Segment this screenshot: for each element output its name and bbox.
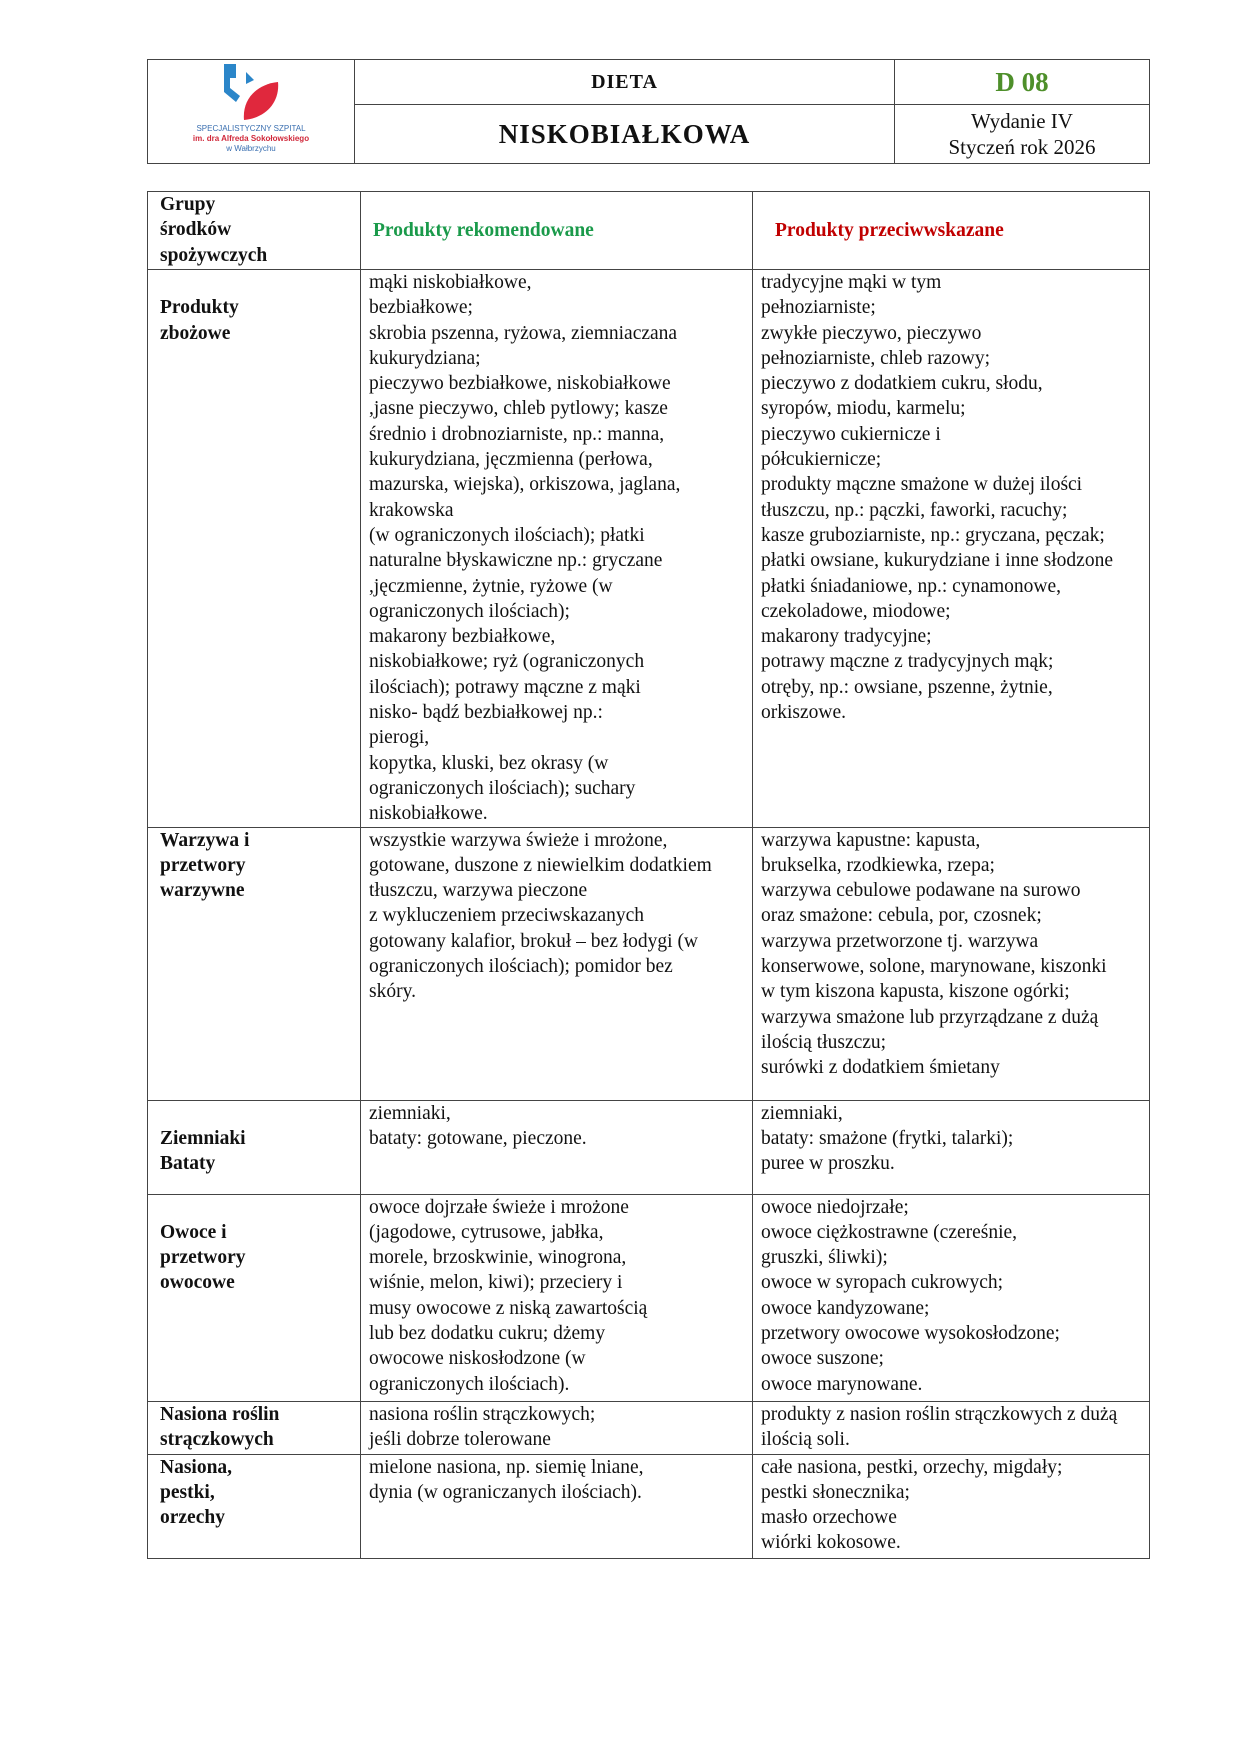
column-header-recommended: Produkty rekomendowane (361, 192, 753, 270)
hospital-logo: SPECJALISTYCZNY SZPITAL im. dra Alfreda Sokołowskiego w Wałbrzychu (148, 60, 355, 164)
table-row: Ziemniaki Bataty ziemniaki, bataty: gotowane, pieczone. ziemniaki, bataty: smażone (frytki, talarki); puree w proszku. (148, 1100, 1150, 1194)
table-row: Nasiona, pestki, orzechy mielone nasiona, np. siemię lniane, dynia (w ograniczanych ilościach). całe nasiona, pestki, orzechy, migdały; pestki słonecznika; masło orzechowe wiórki kokosowe. (148, 1454, 1150, 1558)
logo-emblem-icon (216, 62, 286, 128)
page-title: NISKOBIAŁKOWA (355, 105, 895, 164)
column-header-contraindicated: Produkty przeciwwskazane (753, 192, 1150, 270)
edition-info: Wydanie IV Styczeń rok 2026 (895, 105, 1150, 164)
diet-table (147, 191, 1150, 1559)
table-row: Produkty zbożowe mąki niskobiałkowe, bezbiałkowe; skrobia pszenna, ryżowa, ziemniaczana kukurydziana; pieczywo bezbiałkowe, niskobiałkowe ,jasne pieczywo, chleb pytlowy; kasze średnio i drobnoziarniste, np.: manna, kukurydziana, jęczmienna (perłowa, mazurska, wiejska), orkiszowa, jaglana, krakowska (w ograniczonych ilościach); płatki naturalne błyskawiczne np.: gryczane ,jęczmienne, żytnie, ryżowe (w ograniczonych ilościach); makarony bezbiałkowe, niskobiałkowe; ryż (ograniczonych ilościach); potrawy mączne z mąki nisko- bądź bezbiałkowej np.: pierogi, kopytka, kluski, bez okrasy (w ograniczonych ilościach); suchary niskobiałkowe. tradycyjne mąki w tym pełnoziarniste; zwykłe pieczywo, pieczywo pełnoziarniste, chleb razowy; pieczywo z dodatkiem cukru, słodu, syropów, miodu, karmelu; pieczywo cukiernicze i półcukiernicze; produkty mączne smażone w dużej ilości tłuszczu, np.: pączki, faworki, racuchy; kasze gruboziarniste, np.: gryczana, pęczak; płatki owsiane, kukurydziane i inne słodzone płatki śniadaniowe, np.: cynamonowe, czekoladowe, miodowe; makarony tradycyjne; potrawy mączne z tradycyjnych mąk; otręby, np.: owsiane, pszenne, żytnie, orkiszowe. (148, 270, 1150, 828)
column-header-group: Grupy środków spożywczych (148, 192, 361, 270)
table-row: Warzywa i przetwory warzywne wszystkie warzywa świeże i mrożone, gotowane, duszone z niewielkim dodatkiem tłuszczu, warzywa pieczone z wykluczeniem przeciwskazanych gotowany kalafior, brokuł – bez łodygi (w ograniczonych ilościach); pomidor bez skóry. warzywa kapustne: kapusta, brukselka, rzodkiewka, rzepa; warzywa cebulowe podawane na surowo oraz smażone: cebula, por, czosnek; warzywa przetworzone tj. warzywa konserwowe, solone, marynowane, kiszonki w tym kiszona kapusta, kiszone ogórki; warzywa smażone lub przyrządzane z dużą ilością tłuszczu; surówki z dodatkiem śmietany (148, 827, 1150, 1100)
document-header (147, 59, 1150, 164)
document-code: D 08 (895, 60, 1150, 105)
table-row: Owoce i przetwory owocowe owoce dojrzałe świeże i mrożone (jagodowe, cytrusowe, jabłka, morele, brzoskwinie, winogrona, wiśnie, melon, kiwi); przeciery i musy owocowe z niską zawartością lub bez dodatku cukru; dżemy owocowe niskosłodzone (w ograniczonych ilościach). owoce niedojrzałe; owoce ciężkostrawne (czereśnie, gruszki, śliwki); owoce w syropach cukrowych; owoce kandyzowane; przetwory owocowe wysokosłodzone; owoce suszone; owoce marynowane. (148, 1194, 1150, 1401)
title-top: DIETA (355, 60, 895, 105)
table-row: Nasiona roślin strączkowych nasiona roślin strączkowych; jeśli dobrze tolerowane produkty z nasion roślin strączkowych z dużą ilością soli. (148, 1401, 1150, 1454)
